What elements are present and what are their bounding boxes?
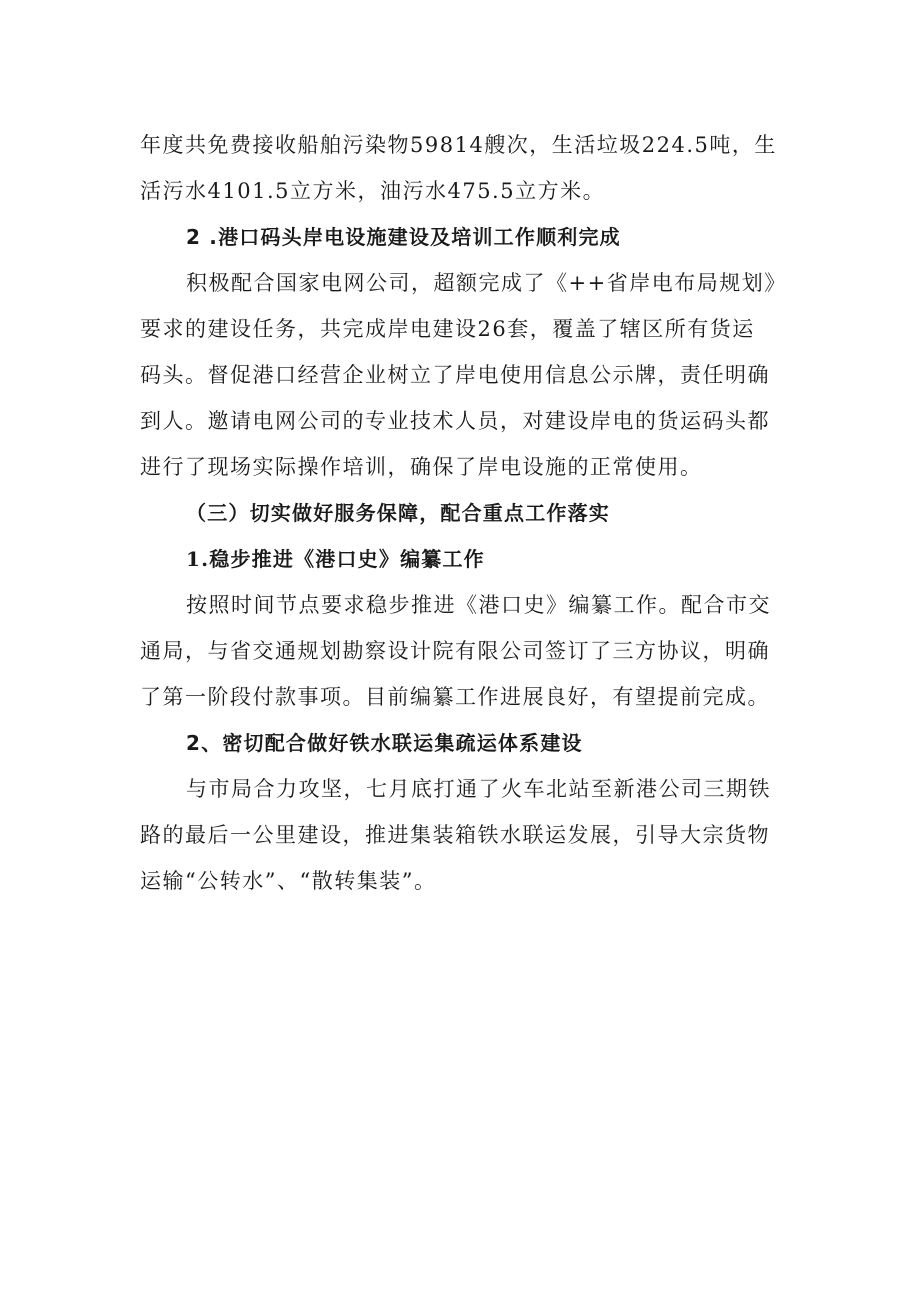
paragraph-line: 进行了现场实际操作培训，确保了岸电设施的正常使用。 [140, 455, 703, 479]
section-heading: 2 .港口码头岸电设施建设及培训工作顺利完成 [186, 225, 621, 249]
paragraph-line: 活污水4101.5立方米，油污水475.5立方米。 [140, 179, 606, 203]
paragraph-line: 了第一阶段付款事项。目前编纂工作进展良好，有望提前完成。 [140, 685, 770, 709]
paragraph-line: 运输“公转水”、“散转集装”。 [140, 869, 437, 893]
section-heading: （三）切实做好服务保障，配合重点工作落实 [186, 501, 610, 525]
paragraph-line: 通局，与省交通规划勘察设计院有限公司签订了三方协议，明确 [140, 639, 770, 663]
document-body [140, 122, 790, 904]
paragraph-line: 到人。邀请电网公司的专业技术人员，对建设岸电的货运码头都 [140, 409, 770, 433]
subsection-heading: 1.稳步推进《港口史》编纂工作 [186, 547, 485, 571]
paragraph-line: 要求的建设任务，共完成岸电建设26套，覆盖了辖区所有货运 [140, 317, 755, 341]
paragraph-line: 与市局合力攻坚，七月底打通了火车北站至新港公司三期铁 [186, 777, 771, 801]
paragraph-line: 积极配合国家电网公司，超额完成了《++省岸电布局规划》 [186, 271, 787, 295]
paragraph-line: 按照时间节点要求稳步推进《港口史》编纂工作。配合市交 [186, 593, 771, 617]
subsection-heading: 2、密切配合做好铁水联运集疏运体系建设 [186, 731, 583, 755]
paragraph-line: 码头。督促港口经营企业树立了岸电使用信息公示牌，责任明确 [140, 363, 770, 387]
paragraph-line: 年度共免费接收船舶污染物59814艘次，生活垃圾224.5吨，生 [140, 133, 777, 157]
paragraph-line: 路的最后一公里建设，推进集装箱铁水联运发展，引导大宗货物 [140, 823, 770, 847]
